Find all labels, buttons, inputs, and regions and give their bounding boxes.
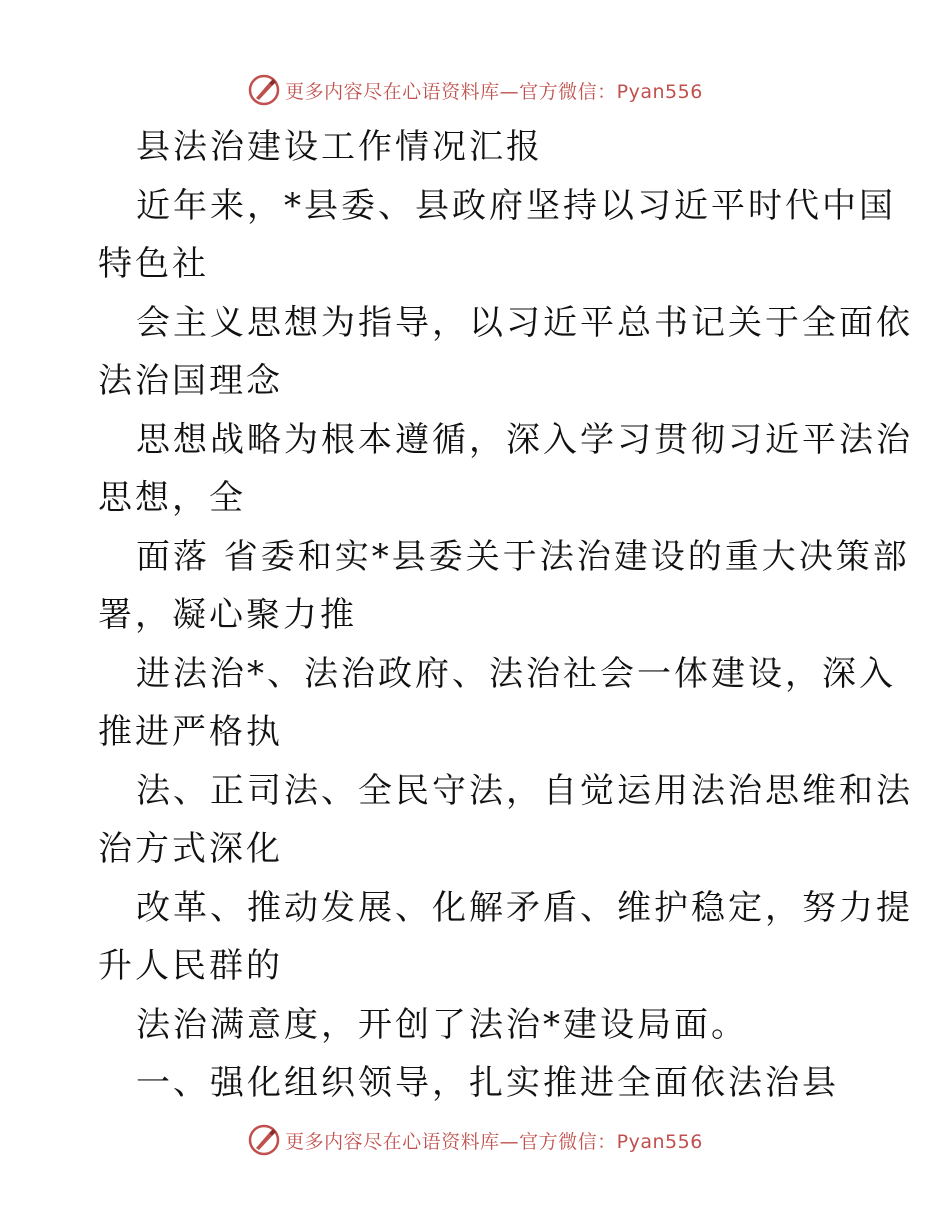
text-line: 升人民群的 [98,946,283,986]
text-line: 思想战略为根本遵循，深入学习贯彻习近平法治 [136,419,913,460]
watermark-text: 更多内容尽在心语资料库—官方微信：Pyan556 [285,80,703,103]
text-line: 一、强化组织领导，扎实推进全面依法治县 [136,1063,839,1103]
text-line: 改革、推动发展、化解矛盾、维护稳定，努力提 [136,887,913,928]
text-line: 进法治*、法治政府、法治社会一体建设，深入 [136,653,896,694]
text-line: 治方式深化 [98,829,283,869]
header-watermark [0,70,950,110]
text-line: 近年来，*县委、县政府坚持以习近平时代中国 [136,185,896,226]
pen-icon [247,1123,281,1157]
text-line: 特色社 [98,244,209,284]
document-body [98,118,913,1113]
pen-icon [247,73,281,107]
watermark-text: 更多内容尽在心语资料库—官方微信：Pyan556 [285,1130,703,1153]
text-line: 面落 省委和实*县委关于法治建设的重大决策部 [136,536,910,577]
text-line: 法、正司法、全民守法，自觉运用法治思维和法 [136,770,913,811]
text-line: 署，凝心聚力推 [98,595,357,635]
text-line: 推进严格执 [98,712,283,752]
text-line: 法治满意度，开创了法治*建设局面。 [136,1004,748,1045]
text-line: 会主义思想为指导，以习近平总书记关于全面依 [136,302,913,343]
text-line: 法治国理念 [98,361,283,401]
text-line: 县法治建设工作情况汇报 [136,127,543,167]
footer-watermark [0,1120,950,1160]
text-line: 思想，全 [98,478,246,518]
